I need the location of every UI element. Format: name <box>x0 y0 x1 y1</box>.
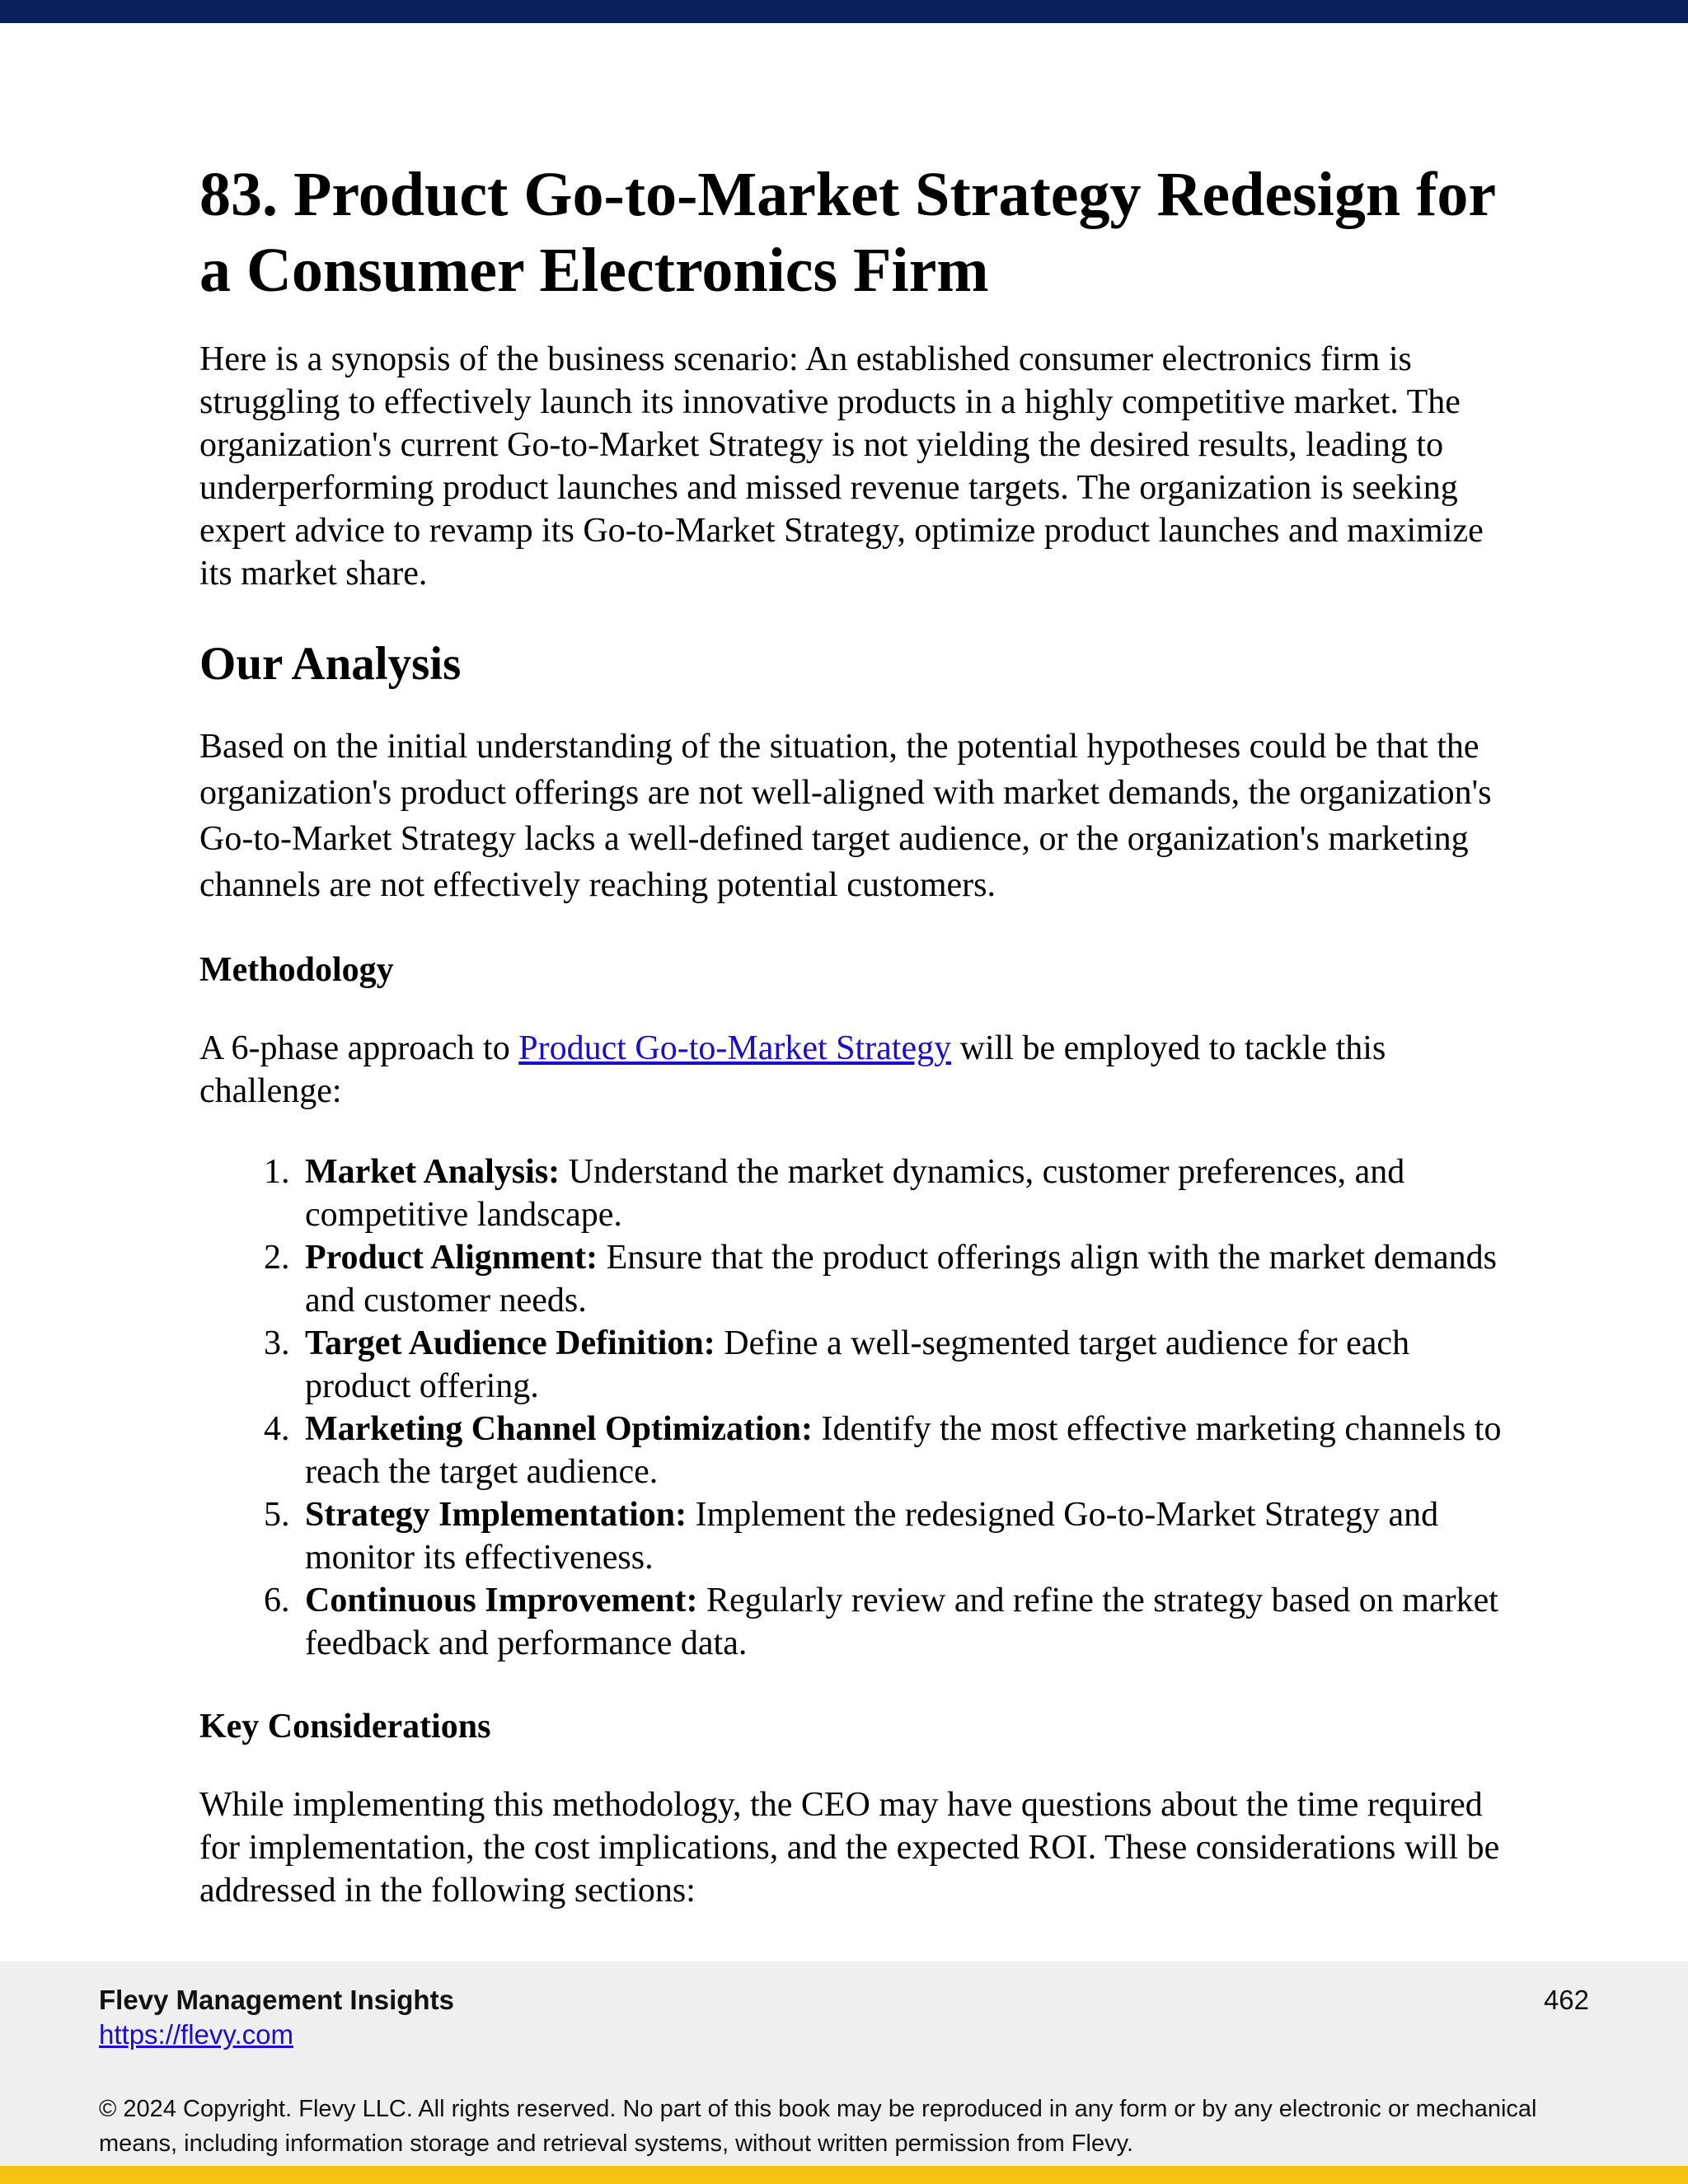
phase-description: Understand the market dynamics, customer preferences, and competitive landscape. <box>305 1153 1405 1234</box>
list-item <box>298 1408 1502 1493</box>
methodology-intro-suffix: will be employed to tackle this challenge: <box>199 1029 1386 1110</box>
phase-name: Continuous Improvement: <box>305 1582 698 1619</box>
phase-name: Strategy Implementation: <box>305 1496 687 1534</box>
phase-description: Implement the redesigned Go-to-Market Strategy and monitor its effectiveness. <box>305 1496 1439 1577</box>
analysis-heading: Our Analysis <box>199 638 462 690</box>
analysis-paragraph: Based on the initial understanding of the situation, the potential hypotheses could be that the organization's product offerings are not well-aligned with market demands, the organization's Go-to-Market Strategy lacks a well-defined target audience, or the organization's marketing channels are not effectively reaching potential customers. <box>199 728 1492 904</box>
phase-name: Marketing Channel Optimization: <box>305 1410 813 1448</box>
list-item <box>298 1236 1502 1322</box>
footer-title: Flevy Management Insights <box>99 1985 454 2015</box>
methodology-heading: Methodology <box>199 951 394 989</box>
page-title: 83. Product Go-to-Market Strategy Redesign for a Consumer Electronics Firm <box>199 160 1495 305</box>
page-number: 462 <box>1543 1985 1589 2015</box>
phase-description: Identify the most effective marketing channels to reach the target audience. <box>305 1410 1502 1491</box>
methodology-intro-prefix: A 6-phase approach to <box>199 1029 519 1067</box>
phase-name: Target Audience Definition: <box>305 1324 715 1362</box>
phase-description: Regularly review and refine the strategy based on market feedback and performance data. <box>305 1582 1498 1662</box>
key-considerations-paragraph: While implementing this methodology, the CEO may have questions about the time required for implementation, the cost implications, and the expected ROI. These considerations will be addressed in the following sections: <box>199 1786 1500 1910</box>
footer-color-bar <box>0 2166 1688 2184</box>
flevy-website-link[interactable]: https://flevy.com <box>99 2019 293 2050</box>
list-item <box>298 1579 1502 1665</box>
list-item <box>298 1151 1502 1236</box>
page-content <box>199 157 1502 1912</box>
copyright-notice: © 2024 Copyright. Flevy LLC. All rights reserved. No part of this book may be reproduced in any form or by any electronic or mechanical means, including information storage and retrieval systems, without written permission from Flevy. <box>99 2096 1537 2157</box>
phase-name: Product Alignment: <box>305 1239 598 1277</box>
key-considerations-heading: Key Considerations <box>199 1708 491 1746</box>
phase-list <box>199 1151 1502 1665</box>
methodology-intro <box>199 1027 1502 1113</box>
phase-description: Ensure that the product offerings align with the market demands and customer needs. <box>305 1239 1497 1319</box>
list-item <box>298 1493 1502 1579</box>
list-item <box>298 1322 1502 1408</box>
phase-name: Market Analysis: <box>305 1153 560 1191</box>
header-color-bar <box>0 0 1688 23</box>
phase-description: Define a well-segmented target audience for each product offering. <box>305 1324 1410 1405</box>
synopsis-paragraph: Here is a synopsis of the business scenario: An established consumer electronics firm is struggling to effectively launch its innovative products in a highly competitive market. The organization's current Go-to-Market Strategy is not yielding the desired results, leading to underperforming product launches and missed revenue targets. The organization is seeking expert advice to revamp its Go-to-Market Strategy, optimize product launches and maximize its market share. <box>199 340 1484 593</box>
product-gtm-strategy-link[interactable]: Product Go-to-Market Strategy <box>518 1029 952 1067</box>
page-footer <box>0 1961 1688 2166</box>
